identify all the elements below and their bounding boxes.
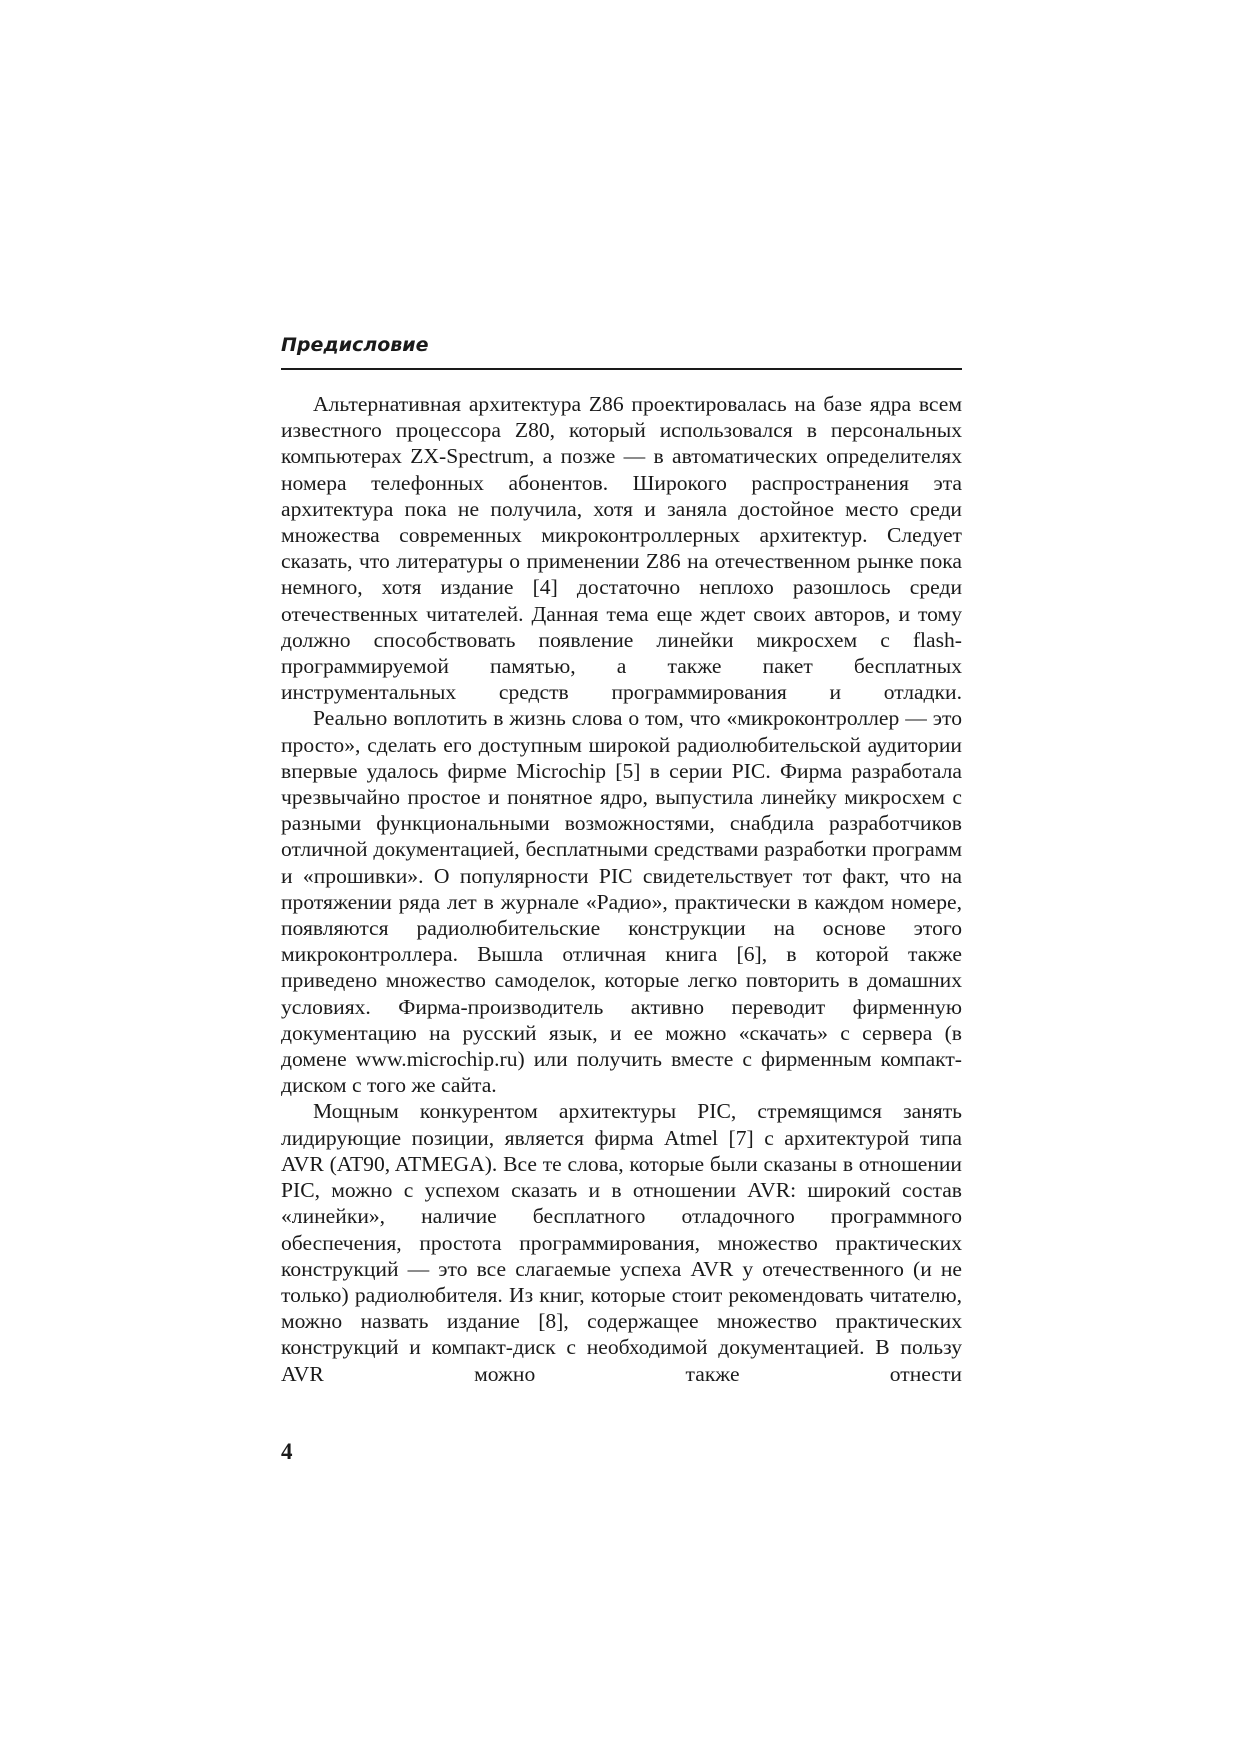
paragraph-3: Мощным конкурентом архитектуры PIC, стремящимся занять лидирующие позиции, является фирма Atmel [7] с архитектурой типа AVR (AT90, ATMEGA). Все те слова, которые были сказаны в отношении PIC, можно с успехом сказать и в отношении AVR: широкий состав «линейки», наличие бесплатного отладочного программного обеспечения, простота программирования, множество практических конструкций — это все слагаемые успеха AVR у отечественного (и не только) радиолюбителя. Из книг, которые стоит рекомендовать читателю, можно назвать издание [8], содержащее множество практических конструкций и компакт-диск с необходимой документацией. В пользу AVR можно также отнести xyxy=(281,1099,962,1386)
body-text xyxy=(281,391,962,1387)
paragraph-1: Альтернативная архитектура Z86 проектировалась на базе ядра всем известного процессора Z80, который использовался в персональных компьютерах ZX-Spectrum, а позже — в автоматических определителях номера телефонных абонентов. Широкого распространения эта архитектура пока не получила, хотя и заняла достойное место среди множества современных микроконтроллерных архитектур. Следует сказать, что литературы о применении Z86 на отечественном рынке пока немного, хотя издание [4] достаточно неплохо разошлось среди отечественных читателей. Данная тема еще ждет своих авторов, и тому должно способствовать появление линейки микросхем с flash-программируемой памятью, а также пакет бесплатных инструментальных средств программирования и отладки. xyxy=(281,392,962,705)
paragraph-2: Реально воплотить в жизнь слова о том, что «микроконтроллер — это просто», сделать его доступным широкой радиолюбительской аудитории впервые удалось фирме Microchip [5] в серии PIC. Фирма разработала чрезвычайно простое и понятное ядро, выпустила линейку микросхем с разными функциональными возможностями, снабдила разработчиков отличной документацией, бесплатными средствами разработки программ и «прошивки». О популярности PIC свидетельствует тот факт, что на протяжении ряда лет в журнале «Радио», практически в каждом номере, появляются радиолюбительские конструкции на основе этого микроконтроллера. Вышла отличная книга [6], в которой также приведено множество самоделок, которые легко повторить в домашних условиях. Фирма-производитель активно переводит фирменную документацию на русский язык, и ее можно «скачать» с сервера (в домене www.microchip.ru) или получить вместе с фирменным компакт-диском с того же сайта. xyxy=(281,706,962,1098)
page-number: 4 xyxy=(281,1439,293,1464)
header-divider xyxy=(281,368,962,370)
running-head-title: Предисловие xyxy=(281,334,429,356)
